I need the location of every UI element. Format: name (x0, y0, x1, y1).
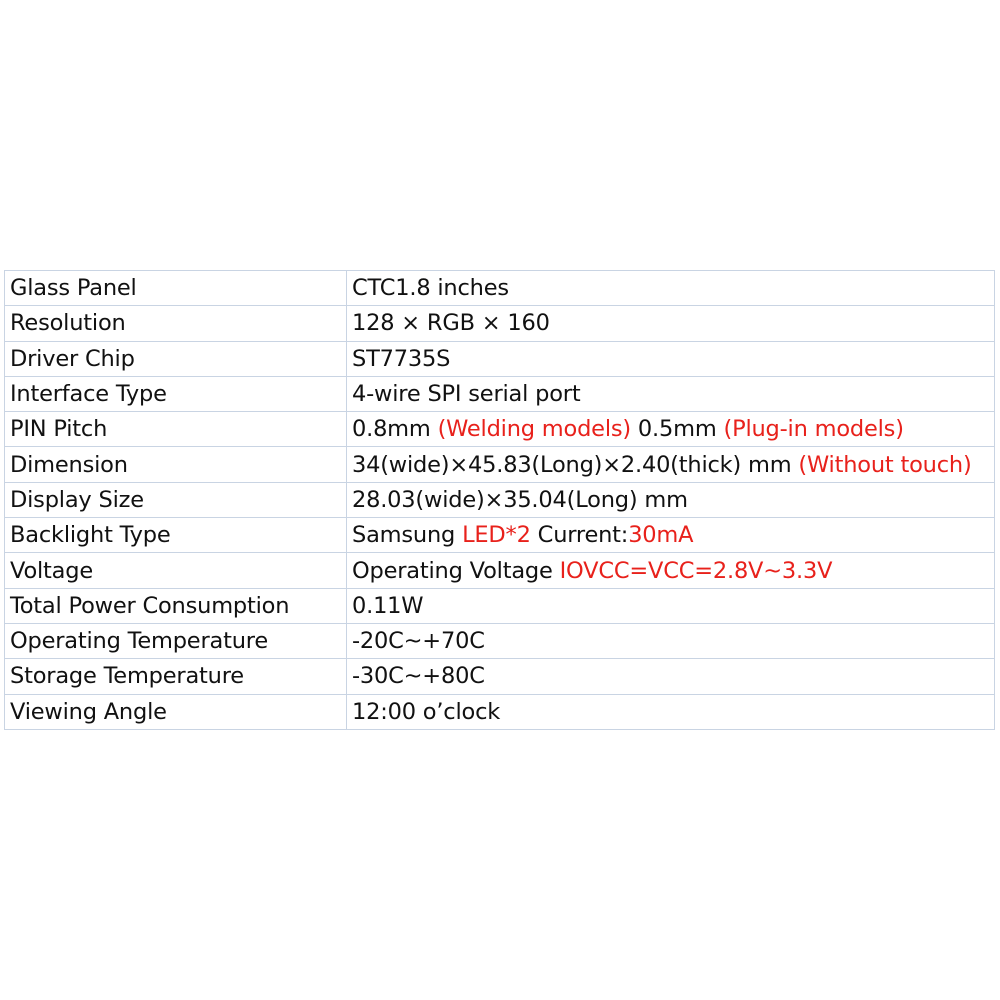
spec-value-text: 0.5mm (630, 416, 724, 443)
spec-value (347, 447, 995, 482)
spec-value-text: -20C~+70C (352, 628, 485, 655)
spec-value (347, 659, 995, 694)
spec-value (347, 341, 995, 376)
spec-row (5, 271, 995, 306)
spec-label: Voltage (5, 553, 347, 588)
spec-row (5, 376, 995, 411)
spec-value-text: 34(wide)×45.83(Long)×2.40(thick) mm (352, 451, 799, 478)
spec-value (347, 306, 995, 341)
spec-label: Display Size (5, 482, 347, 517)
spec-value-highlight: LED*2 (462, 522, 531, 549)
spec-value-text: -30C~+80C (352, 663, 485, 690)
spec-value (347, 623, 995, 658)
spec-row (5, 412, 995, 447)
spec-label: Operating Temperature (5, 623, 347, 658)
spec-value-highlight: IOVCC=VCC=2.8V~3.3V (559, 557, 833, 584)
spec-label: Backlight Type (5, 518, 347, 553)
spec-row (5, 482, 995, 517)
spec-value-text: 4-wire SPI serial port (352, 381, 581, 408)
spec-row (5, 341, 995, 376)
spec-row (5, 588, 995, 623)
spec-value (347, 553, 995, 588)
spec-value-highlight: 30mA (628, 522, 694, 549)
spec-value (347, 376, 995, 411)
spec-value-highlight: (Without touch) (798, 451, 972, 478)
spec-value-highlight: (Plug-in models) (723, 416, 904, 443)
spec-value-text: 12:00 o’clock (352, 698, 501, 725)
spec-label: Dimension (5, 447, 347, 482)
spec-row (5, 623, 995, 658)
spec-row (5, 306, 995, 341)
spec-value-text: Current: (530, 522, 629, 549)
spec-value (347, 694, 995, 729)
spec-row (5, 447, 995, 482)
spec-label: Viewing Angle (5, 694, 347, 729)
spec-value-text: 28.03(wide)×35.04(Long) mm (352, 486, 688, 513)
spec-row (5, 553, 995, 588)
spec-value-text: CTC1.8 inches (352, 275, 509, 302)
spec-table-body (5, 271, 995, 730)
spec-label: Total Power Consumption (5, 588, 347, 623)
spec-label: PIN Pitch (5, 412, 347, 447)
spec-label: Glass Panel (5, 271, 347, 306)
spec-label: Resolution (5, 306, 347, 341)
spec-value-text: Samsung (352, 522, 463, 549)
spec-value (347, 482, 995, 517)
spec-value-text: Operating Voltage (352, 557, 560, 584)
spec-value (347, 518, 995, 553)
spec-value (347, 271, 995, 306)
spec-value-highlight: (Welding models) (437, 416, 631, 443)
spec-table (4, 270, 995, 730)
spec-row (5, 659, 995, 694)
spec-value-text: ST7735S (352, 345, 451, 372)
spec-value-text: 128 × RGB × 160 (352, 310, 550, 337)
spec-label: Storage Temperature (5, 659, 347, 694)
spec-label: Driver Chip (5, 341, 347, 376)
spec-row (5, 518, 995, 553)
spec-value-text: 0.8mm (352, 416, 438, 443)
spec-value (347, 412, 995, 447)
spec-value-text: 0.11W (352, 592, 424, 619)
spec-label: Interface Type (5, 376, 347, 411)
spec-value (347, 588, 995, 623)
spec-row (5, 694, 995, 729)
